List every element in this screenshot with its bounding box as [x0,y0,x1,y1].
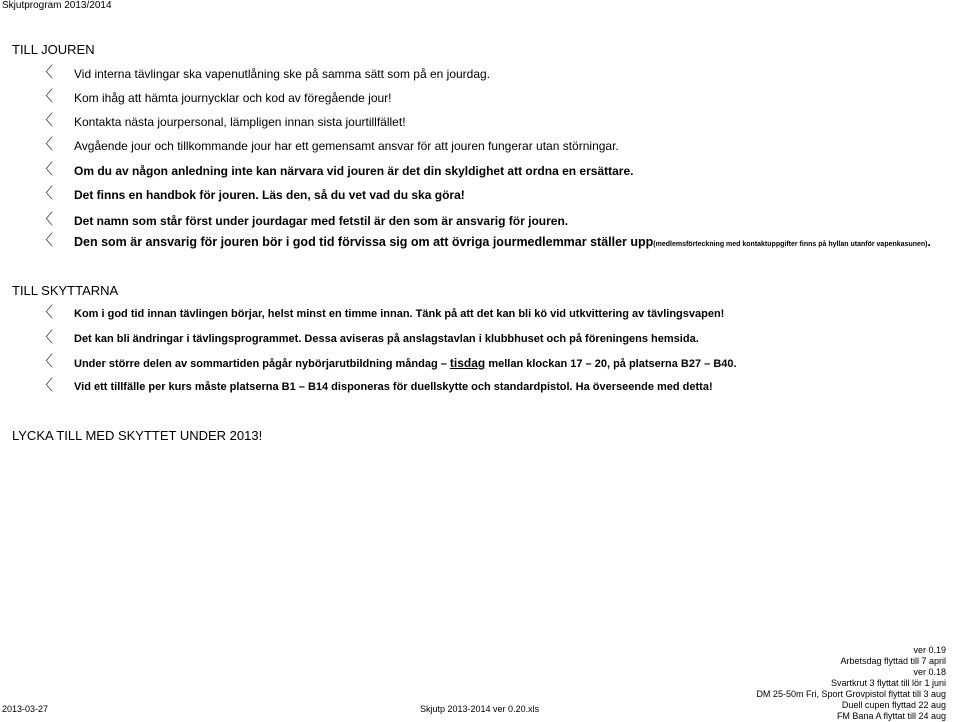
list-item [0,136,960,156]
list-item-text [74,234,931,253]
section-title-skyttarna: TILL SKYTTARNA [12,283,119,298]
bullet-icon: 〈 [38,211,54,228]
section-title-jouren: TILL JOUREN [12,42,95,57]
list-item-text: Det kan bli ändringar i tävlingsprogrammet. Dessa aviseras på anslagstavlan i klubbhuset och på föreningens hemsida. [74,333,699,345]
version-log-line: ver 0.18 [913,667,946,677]
list-item [0,377,960,397]
contact-note: (medlemsförteckning med kontaktuppgifter finns på hyllan utanför vapenkasunen) [653,241,928,248]
bullet-icon: 〈 [38,353,54,370]
version-log [706,645,946,722]
list-item [0,161,960,181]
list-item [0,64,960,84]
bullet-icon: 〈 [38,304,54,321]
list-item-text: Det finns en handbok för jouren. Läs den, så du vet vad du ska göra! [74,188,465,202]
list-item-text: Kom i god tid innan tävlingen börjar, helst minst en timme innan. Tänk på att det kan bli kö vid utkvittering av tävlingsvapen! [74,308,725,320]
bullet-icon: 〈 [38,88,54,105]
list-item [0,88,960,108]
list-item-text: Vid interna tävlingar ska vapenutlåning ske på samma sätt som på en jourdag. [74,67,491,81]
version-log-line: FM Bana A flyttat till 24 aug [836,711,946,721]
sentence-end: . [927,235,931,249]
bullet-icon: 〈 [38,185,54,202]
version-log-line: Arbetsdag flyttad till 7 april [840,656,946,666]
list-item-text: Om du av någon anledning inte kan närvara vid jouren är det din skyldighet att ordna en ersättare. [74,164,634,178]
bullet-icon: 〈 [38,377,54,394]
version-log-line: Svartkrut 3 flyttat till lör 1 juni [830,678,946,688]
version-log-line: ver 0.19 [913,645,946,655]
list-item [0,353,960,373]
bullet-icon: 〈 [38,136,54,153]
list-item-text: Kom ihåg att hämta journycklar och kod av föregående jour! [74,91,392,105]
footer-filename: Skjutp 2013-2014 ver 0.20.xls [420,704,540,714]
bullet-icon: 〈 [38,64,54,81]
list-item [0,232,960,252]
footer-date: 2013-03-27 [2,704,49,714]
closing-message: LYCKA TILL MED SKYTTET UNDER 2013! [12,428,263,443]
training-text-before: Under större delen av sommartiden pågår nybörjarutbildning måndag – [74,358,447,370]
list-item-text: Vid ett tillfälle per kurs måste platserna B1 – B14 disponeras för duellskytte och standardpistol. Ha överseende med detta! [74,381,713,393]
list-item [0,185,960,205]
list-item [0,329,960,349]
list-item-text: Det namn som står först under jourdagar med fetstil är den som är ansvarig för jouren. [74,214,569,228]
list-item [0,112,960,132]
responsible-text: Den som är ansvarig för jouren bör i god tid förvissa sig om att övriga jourmedlemmar ställer upp [74,235,654,249]
list-item-text [74,355,737,372]
bullet-icon: 〈 [38,232,54,249]
training-day-underlined: tisdag [449,356,486,370]
bullet-icon: 〈 [38,112,54,129]
training-text-after: mellan klockan 17 – 20, på platserna B27 – B40. [488,358,737,370]
header-title: Skjutprogram 2013/2014 [2,0,112,11]
list-item [0,211,960,231]
bullet-icon: 〈 [38,329,54,346]
version-log-line: Duell cupen flyttad 22 aug [841,700,946,710]
list-item-text: Kontakta nästa jourpersonal, lämpligen innan sista jourtillfället! [74,115,406,129]
list-item [0,304,960,324]
version-log-line: DM 25-50m Fri, Sport Grovpistol flyttat till 3 aug [756,689,946,699]
list-item-text: Avgående jour och tillkommande jour har ett gemensamt ansvar för att jouren fungerar utan störningar. [74,139,619,153]
bullet-icon: 〈 [38,161,54,178]
